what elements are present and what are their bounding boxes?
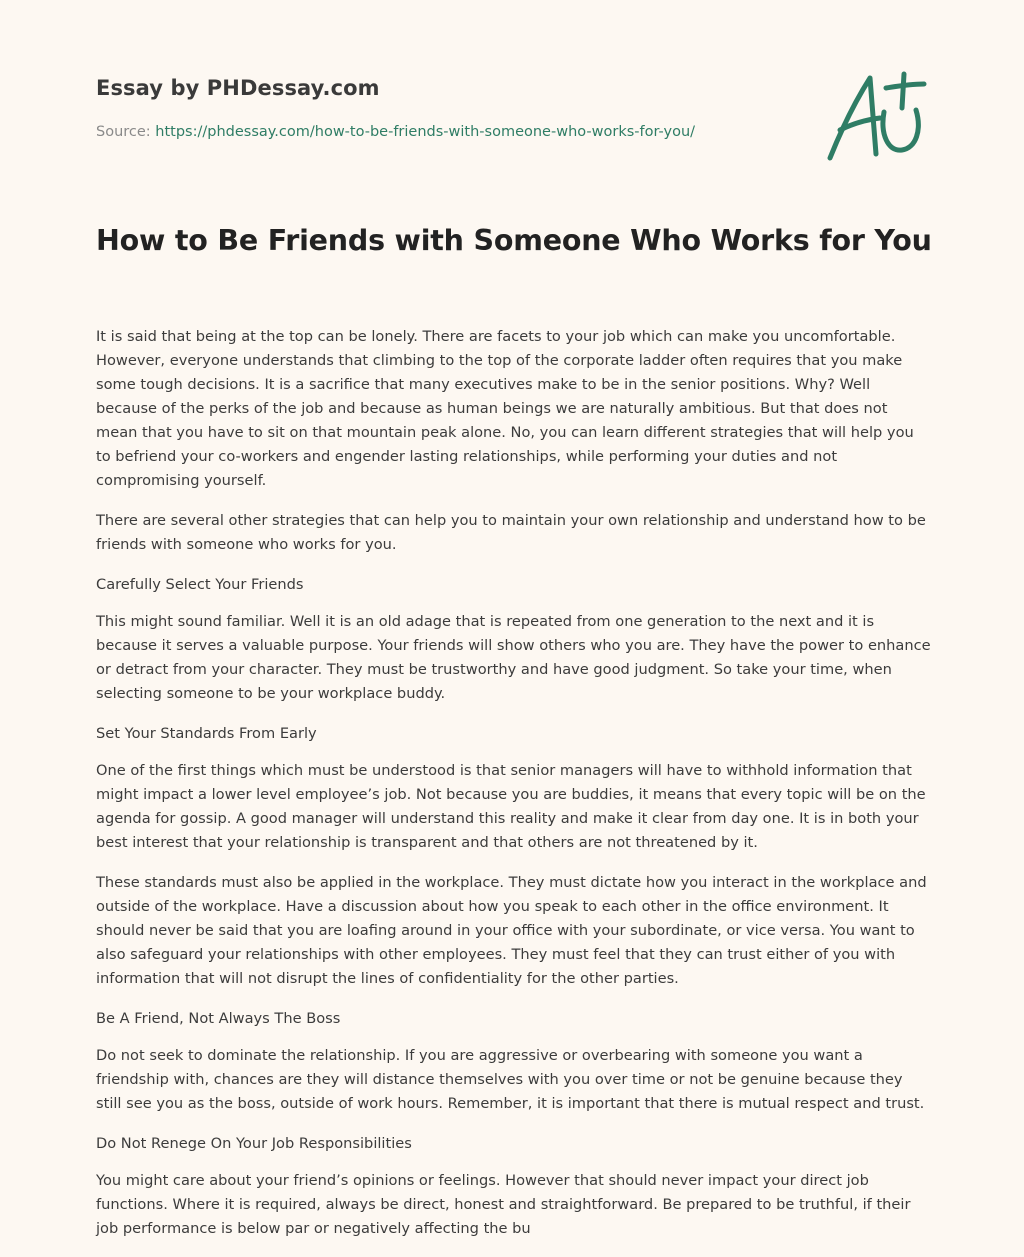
paragraph: There are several other strategies that can help you to maintain your own relationship and understand how to be friends with someone who works for you. (96, 512, 926, 553)
a-plus-logo-icon (818, 66, 934, 166)
source-link[interactable]: https://phdessay.com/how-to-be-friends-with-someone-who-works-for-you/ (155, 124, 696, 140)
paragraph: You might care about your friend’s opinions or feelings. However that should never impact your direct job functions. Where it is required, always be direct, honest and straightforward. Be prepared to be truthful, if their job performance is below par or negatively affecting the bu (96, 1172, 911, 1237)
section-heading: Do Not Renege On Your Job Responsibilities (96, 1135, 412, 1152)
paragraph: Do not seek to dominate the relationship. If you are aggressive or overbearing with someone you want a friendship with, chances are they will distance themselves with you over time or not be genuine because they still see you as the boss, outside of work hours. Remember, it is important that there is mutual respect and trust. (96, 1047, 925, 1112)
source-line (96, 124, 695, 140)
section-heading: Be A Friend, Not Always The Boss (96, 1010, 341, 1027)
essay-title: How to Be Friends with Someone Who Works for You (96, 224, 932, 257)
paragraph: One of the first things which must be understood is that senior managers will have to withhold information that might impact a lower level employee’s job. Not because you are buddies, it means that every topic will be on the agenda for gossip. A good manager will understand this reality and make it clear from day one. It is in both your best interest that your relationship is transparent and that others are not threatened by it. (96, 762, 926, 851)
essay-body (96, 325, 932, 1257)
section-heading: Carefully Select Your Friends (96, 576, 304, 593)
paragraph: These standards must also be applied in the workplace. They must dictate how you interact in the workplace and outside of the workplace. Have a discussion about how you speak to each other in the office environment. It should never be said that you are loafing around in your office with your subordinate, or vice versa. You want to also safeguard your relationships with other employees. They must feel that they can trust either of you with information that will not disrupt the lines of confidentiality for the other parties. (96, 874, 927, 987)
section-heading: Set Your Standards From Early (96, 725, 317, 742)
paragraph: It is said that being at the top can be lonely. There are facets to your job which can make you uncomfortable. However, everyone understands that climbing to the top of the corporate ladder often requires that you make some tough decisions. It is a sacrifice that many executives make to be in the senior positions. Why? Well because of the perks of the job and because as human beings we are naturally ambitious. But that does not mean that you have to sit on that mountain peak alone. No, you can learn different strategies that will help you to befriend your co-workers and engender lasting relationships, while performing your duties and not compromising yourself. (96, 328, 914, 489)
source-label: Source: (96, 124, 151, 140)
site-brand: Essay by PHDessay.com (96, 76, 380, 100)
paragraph: This might sound familiar. Well it is an old adage that is repeated from one generation to the next and it is because it serves a valuable purpose. Your friends will show others who you are. They have the power to enhance or detract from your character. They must be trustworthy and have good judgment. So take your time, when selecting someone to be your workplace buddy. (96, 613, 931, 702)
